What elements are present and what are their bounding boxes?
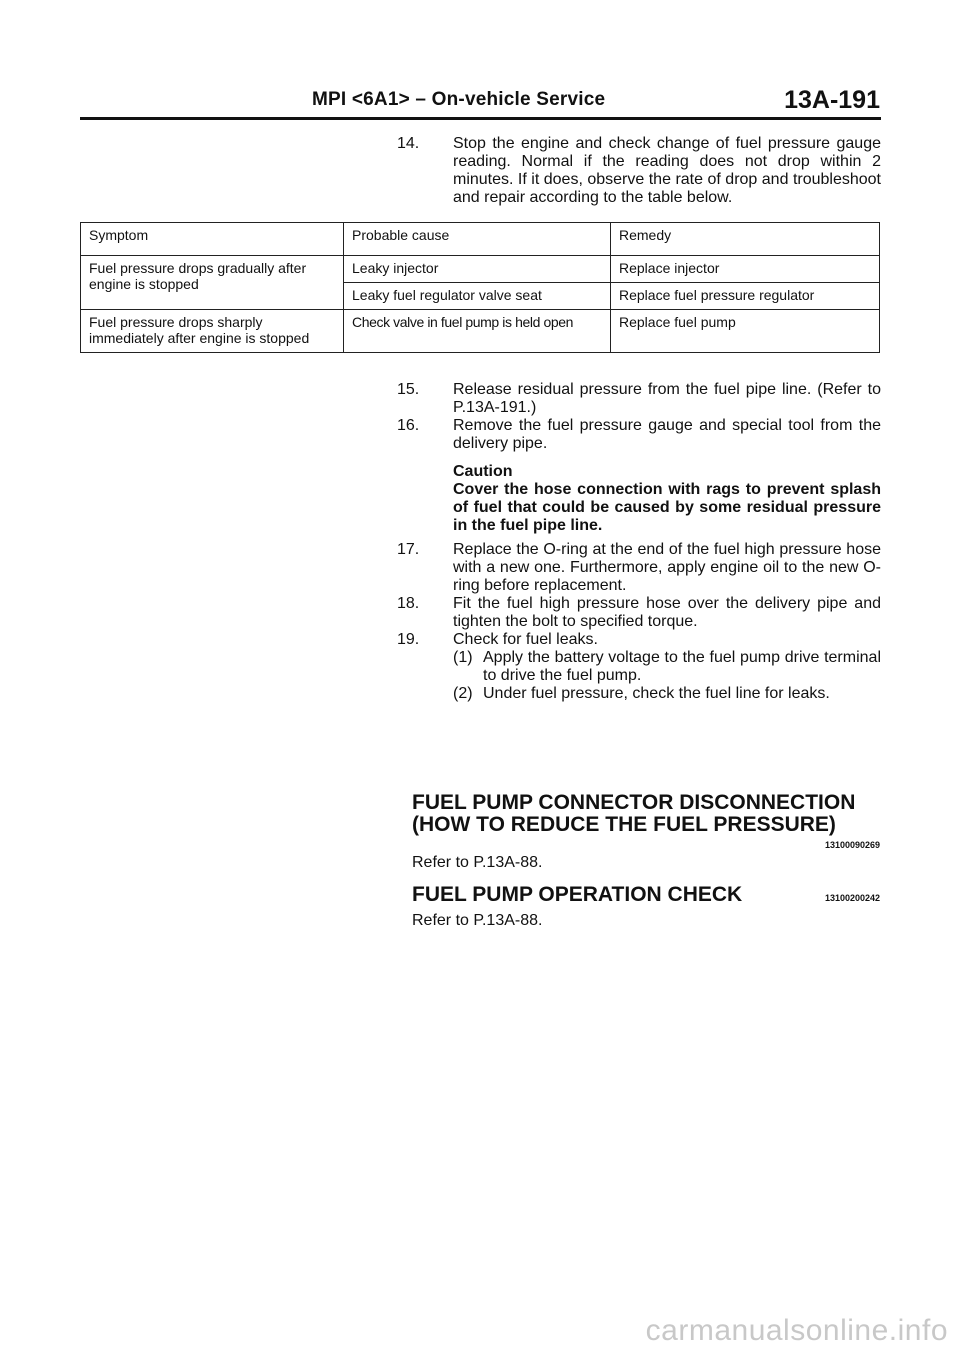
section-reference: Refer to P.13A-88. xyxy=(412,854,543,871)
table-header-row xyxy=(81,223,880,256)
step-16 xyxy=(397,417,881,453)
watermark-text: carmanualsonline.info xyxy=(645,1314,948,1347)
page-number: 13A-191 xyxy=(784,86,880,114)
step-number: 17. xyxy=(397,541,420,558)
header-divider xyxy=(80,117,881,120)
step-17 xyxy=(397,541,881,595)
symptom-cell: Fuel pressure drops gradually after engine is stopped xyxy=(81,256,344,310)
table-row xyxy=(81,310,880,353)
header-symptom: Symptom xyxy=(81,223,344,256)
substep-2 xyxy=(453,685,881,703)
remedy-cell: Replace fuel pressure regulator xyxy=(611,283,880,310)
remedy-cell: Replace injector xyxy=(611,256,880,283)
step-19 xyxy=(397,631,881,649)
header-remedy: Remedy xyxy=(611,223,880,256)
symptom-table xyxy=(80,222,880,353)
step-14-block xyxy=(397,135,881,207)
step-number: 15. xyxy=(397,381,420,398)
step-15 xyxy=(397,381,881,417)
header-probable-cause: Probable cause xyxy=(344,223,611,256)
step-text: Fit the fuel high pressure hose over the delivery pipe and tighten the bolt to specified torque. xyxy=(453,595,881,630)
symptom-cell: Fuel pressure drops sharply immediately after engine is stopped xyxy=(81,310,344,353)
section-code: 13100200242 xyxy=(824,893,880,903)
caution-note xyxy=(453,463,881,535)
page-header-title: MPI <6A1> – On-vehicle Service xyxy=(312,89,606,110)
substep-1 xyxy=(453,649,881,685)
substep-text: Under fuel pressure, check the fuel line for leaks. xyxy=(483,685,830,702)
step-text: Stop the engine and check change of fuel pressure gauge reading. Normal if the reading does not drop within 2 minutes. If it does, observe the rate of drop and troubleshoot and repair according to the table below. xyxy=(453,135,881,206)
cause-cell: Leaky injector xyxy=(344,256,611,283)
section-title-operation-check: FUEL PUMP OPERATION CHECK xyxy=(412,883,743,906)
cause-cell: Leaky fuel regulator valve seat xyxy=(344,283,611,310)
step-number: 18. xyxy=(397,595,420,612)
section-title-line-1: FUEL PUMP CONNECTOR DISCONNECTION xyxy=(412,791,856,814)
caution-label: Caution xyxy=(453,463,513,480)
section-reference: Refer to P.13A-88. xyxy=(412,912,543,929)
steps-block xyxy=(397,381,881,703)
substep-number: (1) xyxy=(453,649,473,666)
substep-number: (2) xyxy=(453,685,473,702)
section-title-line-2: (HOW TO REDUCE THE FUEL PRESSURE) xyxy=(412,813,836,836)
step-number: 19. xyxy=(397,631,420,648)
step-text: Remove the fuel pressure gauge and special tool from the delivery pipe. xyxy=(453,417,881,452)
step-number: 14. xyxy=(397,135,420,152)
step-text: Check for fuel leaks. xyxy=(453,631,598,648)
step-text: Replace the O-ring at the end of the fuel high pressure hose with a new one. Furthermore, apply engine oil to the new O-ring before replacement. xyxy=(453,541,881,594)
step-number: 16. xyxy=(397,417,420,434)
section-title-connector-disconnection xyxy=(412,792,855,836)
section-code: 13100090269 xyxy=(824,840,880,850)
step-14 xyxy=(397,135,881,207)
caution-text: Cover the hose connection with rags to prevent splash of fuel that could be caused by some residual pressure in the fuel pipe line. xyxy=(453,481,881,534)
remedy-cell: Replace fuel pump xyxy=(611,310,880,353)
table-row xyxy=(81,256,880,283)
cause-cell: Check valve in fuel pump is held open xyxy=(344,310,611,353)
step-text: Release residual pressure from the fuel pipe line. (Refer to P.13A-191.) xyxy=(453,381,881,416)
substep-text: Apply the battery voltage to the fuel pump drive terminal to drive the fuel pump. xyxy=(483,649,881,684)
step-18 xyxy=(397,595,881,631)
